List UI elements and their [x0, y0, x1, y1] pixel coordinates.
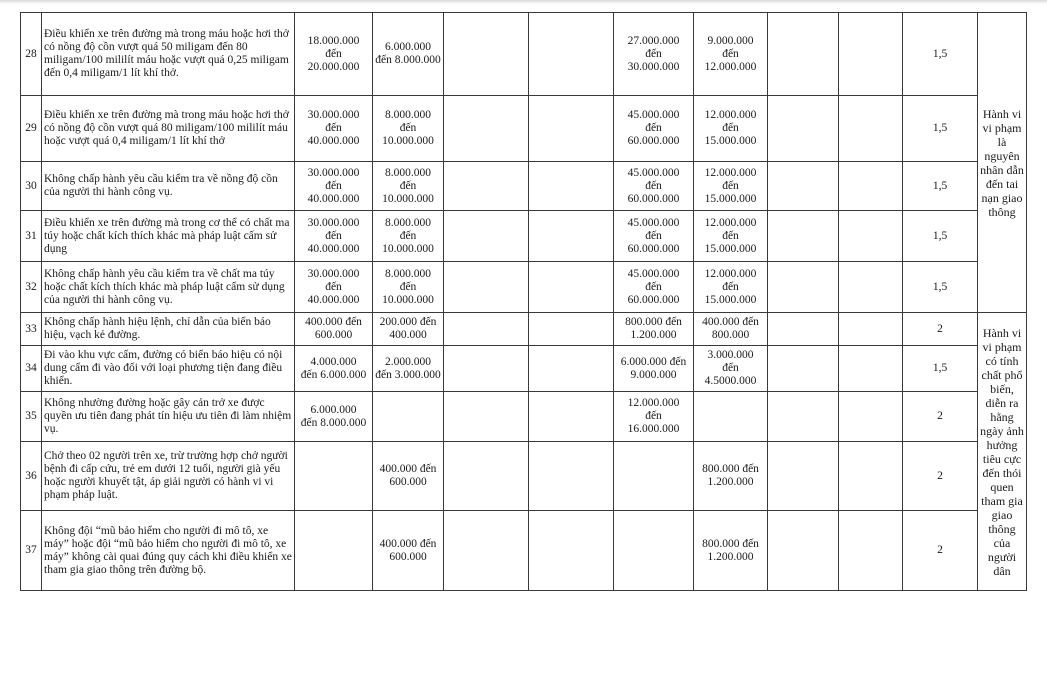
- points-cell: 2: [903, 442, 978, 511]
- empty-cell: [529, 13, 614, 96]
- fine-cell: [373, 392, 444, 442]
- empty-cell: [768, 211, 839, 262]
- table-row: [21, 392, 1047, 442]
- fine-cell: 30.000.000 đến 40.000.000: [295, 162, 373, 211]
- table-row: [21, 262, 1047, 313]
- empty-cell: [768, 162, 839, 211]
- table-row: [21, 346, 1047, 392]
- empty-cell: [529, 262, 614, 313]
- empty-cell: [839, 13, 903, 96]
- fine-cell: 8.000.000 đến 10.000.000: [373, 96, 444, 162]
- empty-cell: [839, 392, 903, 442]
- empty-cell: [529, 442, 614, 511]
- fine-cell: 12.000.000 đến 15.000.000: [694, 162, 768, 211]
- row-number: 32: [21, 262, 42, 313]
- empty-cell: [529, 313, 614, 346]
- empty-cell: [768, 13, 839, 96]
- violation-description: Điều khiển xe trên đường mà trong cơ thể có chất ma túy hoặc chất kích thích khác mà pháp luật cấm sử dụng: [42, 211, 295, 262]
- fine-cell: 8.000.000 đến 10.000.000: [373, 162, 444, 211]
- fine-cell: 800.000 đến 1.200.000: [694, 442, 768, 511]
- points-cell: 1,5: [903, 211, 978, 262]
- empty-cell: [839, 211, 903, 262]
- fine-cell: 2.000.000 đến 3.000.000: [373, 346, 444, 392]
- table-row: [21, 442, 1047, 511]
- empty-cell: [529, 346, 614, 392]
- violation-description: Không chấp hành yêu cầu kiểm tra về chất ma túy hoặc chất kích thích khác mà pháp luật cấm sử dụng của người thi hành công vụ.: [42, 262, 295, 313]
- fine-cell: 800.000 đến 1.200.000: [694, 511, 768, 591]
- empty-cell: [768, 313, 839, 346]
- fine-cell: 30.000.000 đến 40.000.000: [295, 262, 373, 313]
- penalty-table: [20, 12, 1047, 591]
- violation-description: Chở theo 02 người trên xe, trừ trường hợp chở người bệnh đi cấp cứu, trẻ em dưới 12 tuổi, người già yếu hoặc người khuyết tật, áp giải người có hành vi vi phạm pháp luật.: [42, 442, 295, 511]
- empty-cell: [444, 96, 529, 162]
- fine-cell: [614, 511, 694, 591]
- row-number: 30: [21, 162, 42, 211]
- empty-cell: [839, 262, 903, 313]
- empty-cell: [839, 442, 903, 511]
- note-group-common: Hành vi vi phạm có tính chất phổ biến, diễn ra hằng ngày ảnh hưởng tiêu cực đến thói quen tham gia giao thông của người dân: [978, 313, 1027, 591]
- empty-cell: [529, 96, 614, 162]
- points-cell: 1,5: [903, 162, 978, 211]
- fine-cell: [295, 442, 373, 511]
- empty-cell: [444, 346, 529, 392]
- empty-cell: [444, 511, 529, 591]
- empty-cell: [444, 262, 529, 313]
- empty-cell: [529, 511, 614, 591]
- empty-cell: [444, 442, 529, 511]
- fine-cell: 400.000 đến 600.000: [373, 442, 444, 511]
- fine-cell: 400.000 đến 600.000: [373, 511, 444, 591]
- fine-cell: 8.000.000 đến 10.000.000: [373, 262, 444, 313]
- fine-cell: 12.000.000 đến 16.000.000: [614, 392, 694, 442]
- points-cell: 1,5: [903, 13, 978, 96]
- violation-description: Không chấp hành yêu cầu kiểm tra về nồng độ cồn của người thi hành công vụ.: [42, 162, 295, 211]
- fine-cell: 200.000 đến 400.000: [373, 313, 444, 346]
- row-number: 31: [21, 211, 42, 262]
- empty-cell: [839, 162, 903, 211]
- empty-cell: [839, 346, 903, 392]
- points-cell: 1,5: [903, 96, 978, 162]
- empty-cell: [444, 162, 529, 211]
- empty-cell: [768, 511, 839, 591]
- points-cell: 1,5: [903, 346, 978, 392]
- table-row: [21, 511, 1047, 591]
- points-cell: 1,5: [903, 262, 978, 313]
- scan-top-edge: [0, 0, 1047, 4]
- empty-cell: [768, 392, 839, 442]
- points-cell: 2: [903, 392, 978, 442]
- fine-cell: 12.000.000 đến 15.000.000: [694, 211, 768, 262]
- fine-cell: 45.000.000 đến 60.000.000: [614, 96, 694, 162]
- row-number: 29: [21, 96, 42, 162]
- points-cell: 2: [903, 313, 978, 346]
- table-row: [21, 13, 1047, 96]
- fine-cell: 800.000 đến 1.200.000: [614, 313, 694, 346]
- empty-cell: [444, 13, 529, 96]
- row-number: 34: [21, 346, 42, 392]
- fine-cell: 8.000.000 đến 10.000.000: [373, 211, 444, 262]
- row-number: 37: [21, 511, 42, 591]
- empty-cell: [768, 346, 839, 392]
- note-group-accident: Hành vi vi phạm là nguyên nhân dẫn đến tai nạn giao thông: [978, 13, 1027, 313]
- fine-cell: 30.000.000 đến 40.000.000: [295, 211, 373, 262]
- fine-cell: 400.000 đến 600.000: [295, 313, 373, 346]
- empty-cell: [839, 313, 903, 346]
- empty-cell: [768, 262, 839, 313]
- empty-cell: [444, 313, 529, 346]
- fine-cell: [614, 442, 694, 511]
- fine-cell: 6.000.000 đến 9.000.000: [614, 346, 694, 392]
- fine-cell: 6.000.000 đến 8.000.000: [295, 392, 373, 442]
- violation-description: Không nhường đường hoặc gây cản trở xe được quyền ưu tiên đang phát tín hiệu ưu tiên đi làm nhiệm vụ.: [42, 392, 295, 442]
- table-row: [21, 96, 1047, 162]
- empty-cell: [529, 211, 614, 262]
- fine-cell: 45.000.000 đến 60.000.000: [614, 162, 694, 211]
- fine-cell: 6.000.000 đến 8.000.000: [373, 13, 444, 96]
- table-row: [21, 211, 1047, 262]
- fine-cell: 12.000.000 đến 15.000.000: [694, 96, 768, 162]
- points-cell: 2: [903, 511, 978, 591]
- fine-cell: [295, 511, 373, 591]
- fine-cell: [694, 392, 768, 442]
- fine-cell: 45.000.000 đến 60.000.000: [614, 211, 694, 262]
- violation-description: Điều khiển xe trên đường mà trong máu hoặc hơi thở có nồng độ cồn vượt quá 80 miligam/100 mililít máu hoặc vượt quá 0,4 miligam/1 lít khí thở: [42, 96, 295, 162]
- fine-cell: 9.000.000 đến 12.000.000: [694, 13, 768, 96]
- fine-cell: 27.000.000 đến 30.000.000: [614, 13, 694, 96]
- empty-cell: [529, 162, 614, 211]
- fine-cell: 45.000.000 đến 60.000.000: [614, 262, 694, 313]
- table-row: [21, 313, 1047, 346]
- violation-description: Đi vào khu vực cấm, đường có biển báo hiệu có nội dung cấm đi vào đối với loại phương tiện đang điều khiển.: [42, 346, 295, 392]
- fine-cell: 4.000.000 đến 6.000.000: [295, 346, 373, 392]
- violation-description: Điều khiển xe trên đường mà trong máu hoặc hơi thở có nồng độ cồn vượt quá 50 miligam đến 80 miligam/100 mililít máu hoặc vượt quá 0,25 miligam đến 0,4 miligam/1 lít khí thở.: [42, 13, 295, 96]
- violation-description: Không đội “mũ bảo hiểm cho người đi mô tô, xe máy” hoặc đội “mũ bảo hiểm cho người đi mô tô, xe máy” không cài quai đúng quy cách khi điều khiển xe tham gia giao thông trên đường bộ.: [42, 511, 295, 591]
- row-number: 36: [21, 442, 42, 511]
- violation-description: Không chấp hành hiệu lệnh, chỉ dẫn của biển báo hiệu, vạch kẻ đường.: [42, 313, 295, 346]
- fine-cell: 400.000 đến 800.000: [694, 313, 768, 346]
- table-row: [21, 162, 1047, 211]
- row-number: 28: [21, 13, 42, 96]
- empty-cell: [839, 96, 903, 162]
- row-number: 35: [21, 392, 42, 442]
- empty-cell: [444, 211, 529, 262]
- fine-cell: 30.000.000 đến 40.000.000: [295, 96, 373, 162]
- fine-cell: 12.000.000 đến 15.000.000: [694, 262, 768, 313]
- row-number: 33: [21, 313, 42, 346]
- fine-cell: 18.000.000 đến 20.000.000: [295, 13, 373, 96]
- empty-cell: [839, 511, 903, 591]
- empty-cell: [768, 442, 839, 511]
- fine-cell: 3.000.000 đến 4.5000.000: [694, 346, 768, 392]
- empty-cell: [444, 392, 529, 442]
- empty-cell: [529, 392, 614, 442]
- empty-cell: [768, 96, 839, 162]
